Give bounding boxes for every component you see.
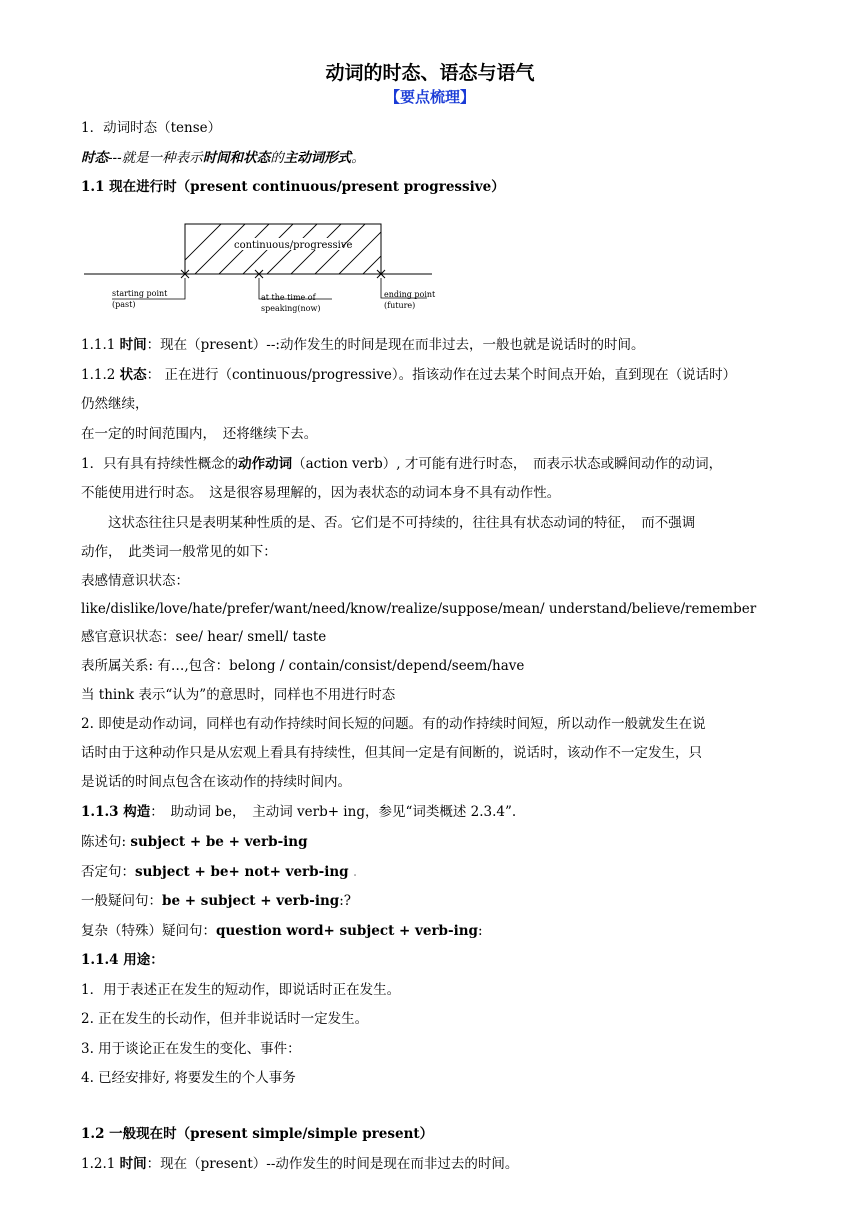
para-1-1-4: 1.1.4 用途： bbox=[81, 952, 164, 968]
usage-3: 3. 用于谈论正在发生的变化、事件： bbox=[81, 1041, 301, 1057]
para-1-1-1: 1.1.1 时间：现在（present）--:动作发生的时间是现在而非过去，一般也就是说话时的时间。 bbox=[81, 337, 645, 353]
document-title: 动词的时态、语态与语气 bbox=[325, 62, 535, 84]
note-1-para2-cont: 动作， 此类词一般常见的如下： bbox=[81, 544, 277, 560]
starting-point-label: starting point bbox=[112, 289, 168, 298]
para-1-1-2-cont2: 在一定的时间范围内， 还将继续下去。 bbox=[81, 426, 318, 442]
tense-definition: 时态---就是一种表示时间和状态的主动词形式。 bbox=[81, 150, 365, 166]
para-1-1-3: 1.1.3 构造： 助动词 be， 主动词 verb+ ing，参见“词类概述 2.3.4”. bbox=[81, 804, 517, 820]
declarative-form: 陈述句: subject + be + verb-ing bbox=[81, 834, 308, 850]
para-1-1-2-cont: 仍然继续， bbox=[81, 396, 149, 412]
note-1-para2: 这状态往往只是表明某种性质的是、否。它们是不可持续的，往往具有状态动词的特征， 而不强调 bbox=[81, 515, 696, 531]
usage-2: 2. 正在发生的长动作，但并非说话时一定发生。 bbox=[81, 1011, 369, 1027]
possession-verbs: 表所属关系: 有…,包含：belong / contain/consist/depend/seem/have bbox=[81, 658, 525, 674]
key-points-subtitle: 【要点梳理】 bbox=[384, 88, 475, 106]
heading-1-1: 1.1 现在进行时（present continuous/present progressive） bbox=[81, 179, 505, 195]
usage-4: 4. 已经安排好, 将要发生的个人事务 bbox=[81, 1070, 296, 1086]
now-label: speaking(now) bbox=[261, 304, 321, 313]
ending-point-label: ending point bbox=[384, 290, 436, 299]
sense-verbs: 感官意识状态：see/ hear/ smell/ taste bbox=[81, 629, 327, 645]
note-1: 1．只有具有持续性概念的动作动词（action verb）, 才可能有进行时态， 而表示状态或瞬间动作的动词， bbox=[81, 456, 723, 472]
usage-1: 1．用于表述正在发生的短动作，即说话时正在发生。 bbox=[81, 982, 401, 998]
yes-no-question-form: 一般疑问句：be + subject + verb-ing:? bbox=[81, 893, 352, 909]
para-1-2-1: 1.2.1 时间：现在（present）--动作发生的时间是现在而非过去的时间。 bbox=[81, 1156, 519, 1172]
emotion-label: 表感情意识状态： bbox=[81, 573, 189, 589]
para-1-1-2: 1.1.2 状态： 正在进行（continuous/progressive）。指该动作在过去某个时间点开始，直到现在（说话时） bbox=[81, 367, 737, 383]
negative-form: 否定句：subject + be+ not+ verb-ing . bbox=[81, 864, 358, 880]
past-label: (past) bbox=[112, 300, 136, 309]
note-2: 2. 即使是动作动词，同样也有动作持续时间长短的问题。有的动作持续时间短，所以动作一般就发生在说 bbox=[81, 716, 706, 732]
note-2-cont: 话时由于这种动作只是从宏观上看具有持续性，但其间一定是有间断的，说话时，该动作不一定发生，只 bbox=[81, 745, 702, 761]
section-heading-tense: 1．动词时态（tense） bbox=[81, 120, 222, 136]
time-of-speaking-label: at the time of bbox=[261, 293, 316, 302]
note-2-cont2: 是说话的时间点包含在该动作的持续时间内。 bbox=[81, 774, 351, 790]
think-note: 当 think 表示“认为”的意思时，同样也不用进行时态 bbox=[81, 687, 396, 703]
timeline-diagram bbox=[82, 218, 442, 318]
heading-1-2: 1.2 一般现在时（present simple/simple present） bbox=[81, 1126, 434, 1142]
box-label: continuous/progressive bbox=[234, 240, 353, 251]
wh-question-form: 复杂（特殊）疑问句：question word+ subject + verb-ing: bbox=[81, 923, 483, 939]
emotion-verbs: like/dislike/love/hate/prefer/want/need/know/realize/suppose/mean/ understand/believe/remember bbox=[81, 601, 757, 617]
future-label: (future) bbox=[384, 301, 416, 310]
note-1-cont: 不能使用进行时态。 这是很容易理解的，因为表状态的动词本身不具有动作性。 bbox=[81, 485, 561, 501]
